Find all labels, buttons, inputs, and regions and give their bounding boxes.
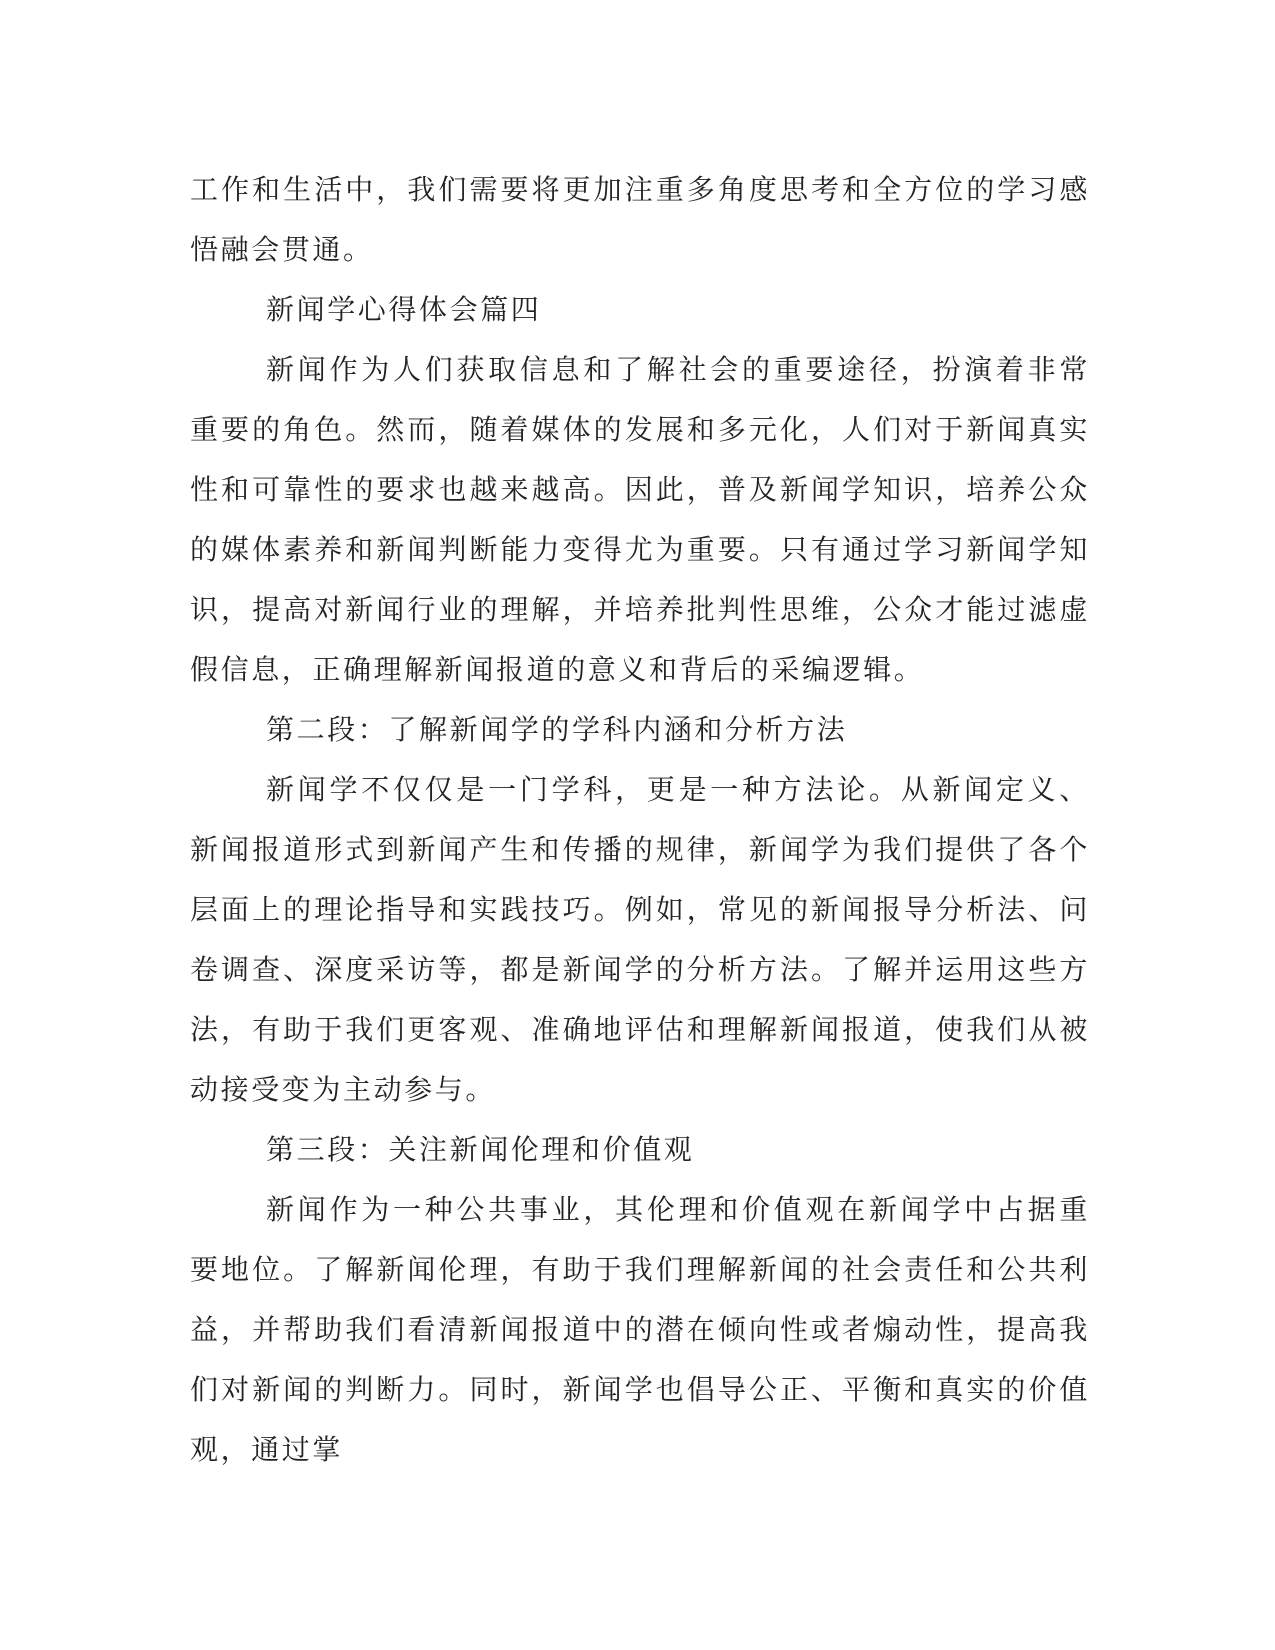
paragraph-third: 新闻作为一种公共事业，其伦理和价值观在新闻学中占据重要地位。了解新闻伦理，有助于我们理解新闻的社会责任和公共利益，并帮助我们看清新闻报道中的潜在倾向性或者煽动性，提高我们对新闻的判断力。同时，新闻学也倡导公正、平衡和真实的价值观，通过掌 xyxy=(190,1193,1090,1466)
section-heading-part-four: 新闻学心得体会篇四 xyxy=(266,293,542,326)
paragraph-intro: 新闻作为人们获取信息和了解社会的重要途径，扮演着非常重要的角色。然而，随着媒体的发展和多元化，人们对于新闻真实性和可靠性的要求也越来越高。因此，普及新闻学知识，培养公众的媒体素养和新闻判断能力变得尤为重要。只有通过学习新闻学知识，提高对新闻行业的理解，并培养批判性思维，公众才能过滤虚假信息，正确理解新闻报道的意义和背后的采编逻辑。 xyxy=(190,353,1090,686)
section-heading-second: 第二段：了解新闻学的学科内涵和分析方法 xyxy=(266,713,848,746)
section-heading-third: 第三段：关注新闻伦理和价值观 xyxy=(266,1133,695,1166)
document-body xyxy=(190,160,1090,1480)
paragraph-continuation: 工作和生活中，我们需要将更加注重多角度思考和全方位的学习感悟融会贯通。 xyxy=(190,173,1090,266)
paragraph-second: 新闻学不仅仅是一门学科，更是一种方法论。从新闻定义、新闻报道形式到新闻产生和传播的规律，新闻学为我们提供了各个层面上的理论指导和实践技巧。例如，常见的新闻报导分析法、问卷调查、深度采访等，都是新闻学的分析方法。了解并运用这些方法，有助于我们更客观、准确地评估和理解新闻报道，使我们从被动接受变为主动参与。 xyxy=(190,773,1090,1106)
